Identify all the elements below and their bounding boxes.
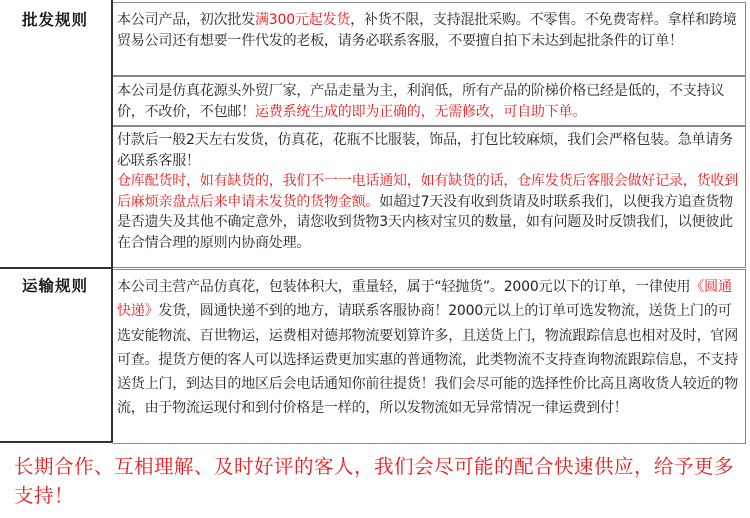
wholesale-paragraph-pricing	[117, 81, 745, 122]
shipping-text-a: 本公司主营产品仿真花，包装体积大，重量轻，属于“轻抛货”。2000元以下的订单，一律使用	[117, 279, 691, 295]
shipping-text-c: 发货，圆通快递不到的地方，请联系客服协商！2000元以上的订单可选发物流，送货上门的可选安能物流、百世物运，运费相对德邦物流要划算许多，且送货上门，物流跟踪信息也相对及时，官网可查。提货方便的客人可以选择运费更加实惠的普通物流，此类物流不支持查询物流跟踪信息，不支持送货上门，到达目的地区后会电话通知你前往提货！我们会尽可能的选择性价比高且离收货人较近的物流，由于物流运现付和到付价格是一样的，所以发物流如无异常情况一律运费到付！	[117, 303, 738, 417]
footer-slogan: 长期合作、互相理解、及时好评的客人，我们会尽可能的配合快速供应，给予更多支持！	[14, 455, 735, 507]
section-divider	[0, 267, 113, 269]
pricing-highlight: 运费系统生成的即为正确的，无需修改，可自助下单。	[255, 103, 587, 120]
delivery-text-a: 付款后一般2天左右发货，仿真花，花瓶不比服装，饰品，打包比较麻烦，我们会严格包装。急单请务必联系客服！	[117, 132, 733, 169]
wholesale-paragraph-minimum-order	[117, 10, 745, 51]
bottom-divider	[0, 441, 113, 443]
shipping-paragraph	[117, 275, 745, 421]
wholesale-rules-label: 批发规则	[21, 11, 88, 29]
shipping-highlight-carrier: 《圆通快递》	[117, 279, 732, 320]
minimum-order-text-c: ，补货不限，支持混批采购。不零售。不免费寄样。拿样和跨境贸易公司还有想要一件代发的老板，请务必联系客服，不要擅自拍下未达到起批条件的订单！	[117, 12, 737, 49]
wholesale-paragraph-delivery	[117, 130, 745, 253]
shipping-rules-label: 运输规则	[21, 277, 88, 295]
minimum-order-highlight: 满300元起发货	[255, 12, 351, 28]
delivery-highlight: 仓库配货时，如有缺货的，我们不一一电话通知，如有缺货的话，仓库发货后客服会做好记录，货收到后麻烦亲盘点后来申请未发货的货物金额。	[117, 173, 738, 210]
delivery-text-c: 如超过7天没有收到货请及时联系我们，以便我方追查货物是否遗失及其他不确定意外，请您收到货物3天内核对宝贝的数量，如有问题及时反馈我们，以便彼此在合情合理的原则内协商处理。	[117, 193, 733, 251]
minimum-order-text-a: 本公司产品，初次批发	[117, 12, 255, 28]
pricing-text-a: 本公司是仿真花源头外贸厂家，产品走量为主，利润低，所有产品的阶梯价格已经是低的，不支持议价，不改价，不包邮！	[117, 83, 725, 120]
